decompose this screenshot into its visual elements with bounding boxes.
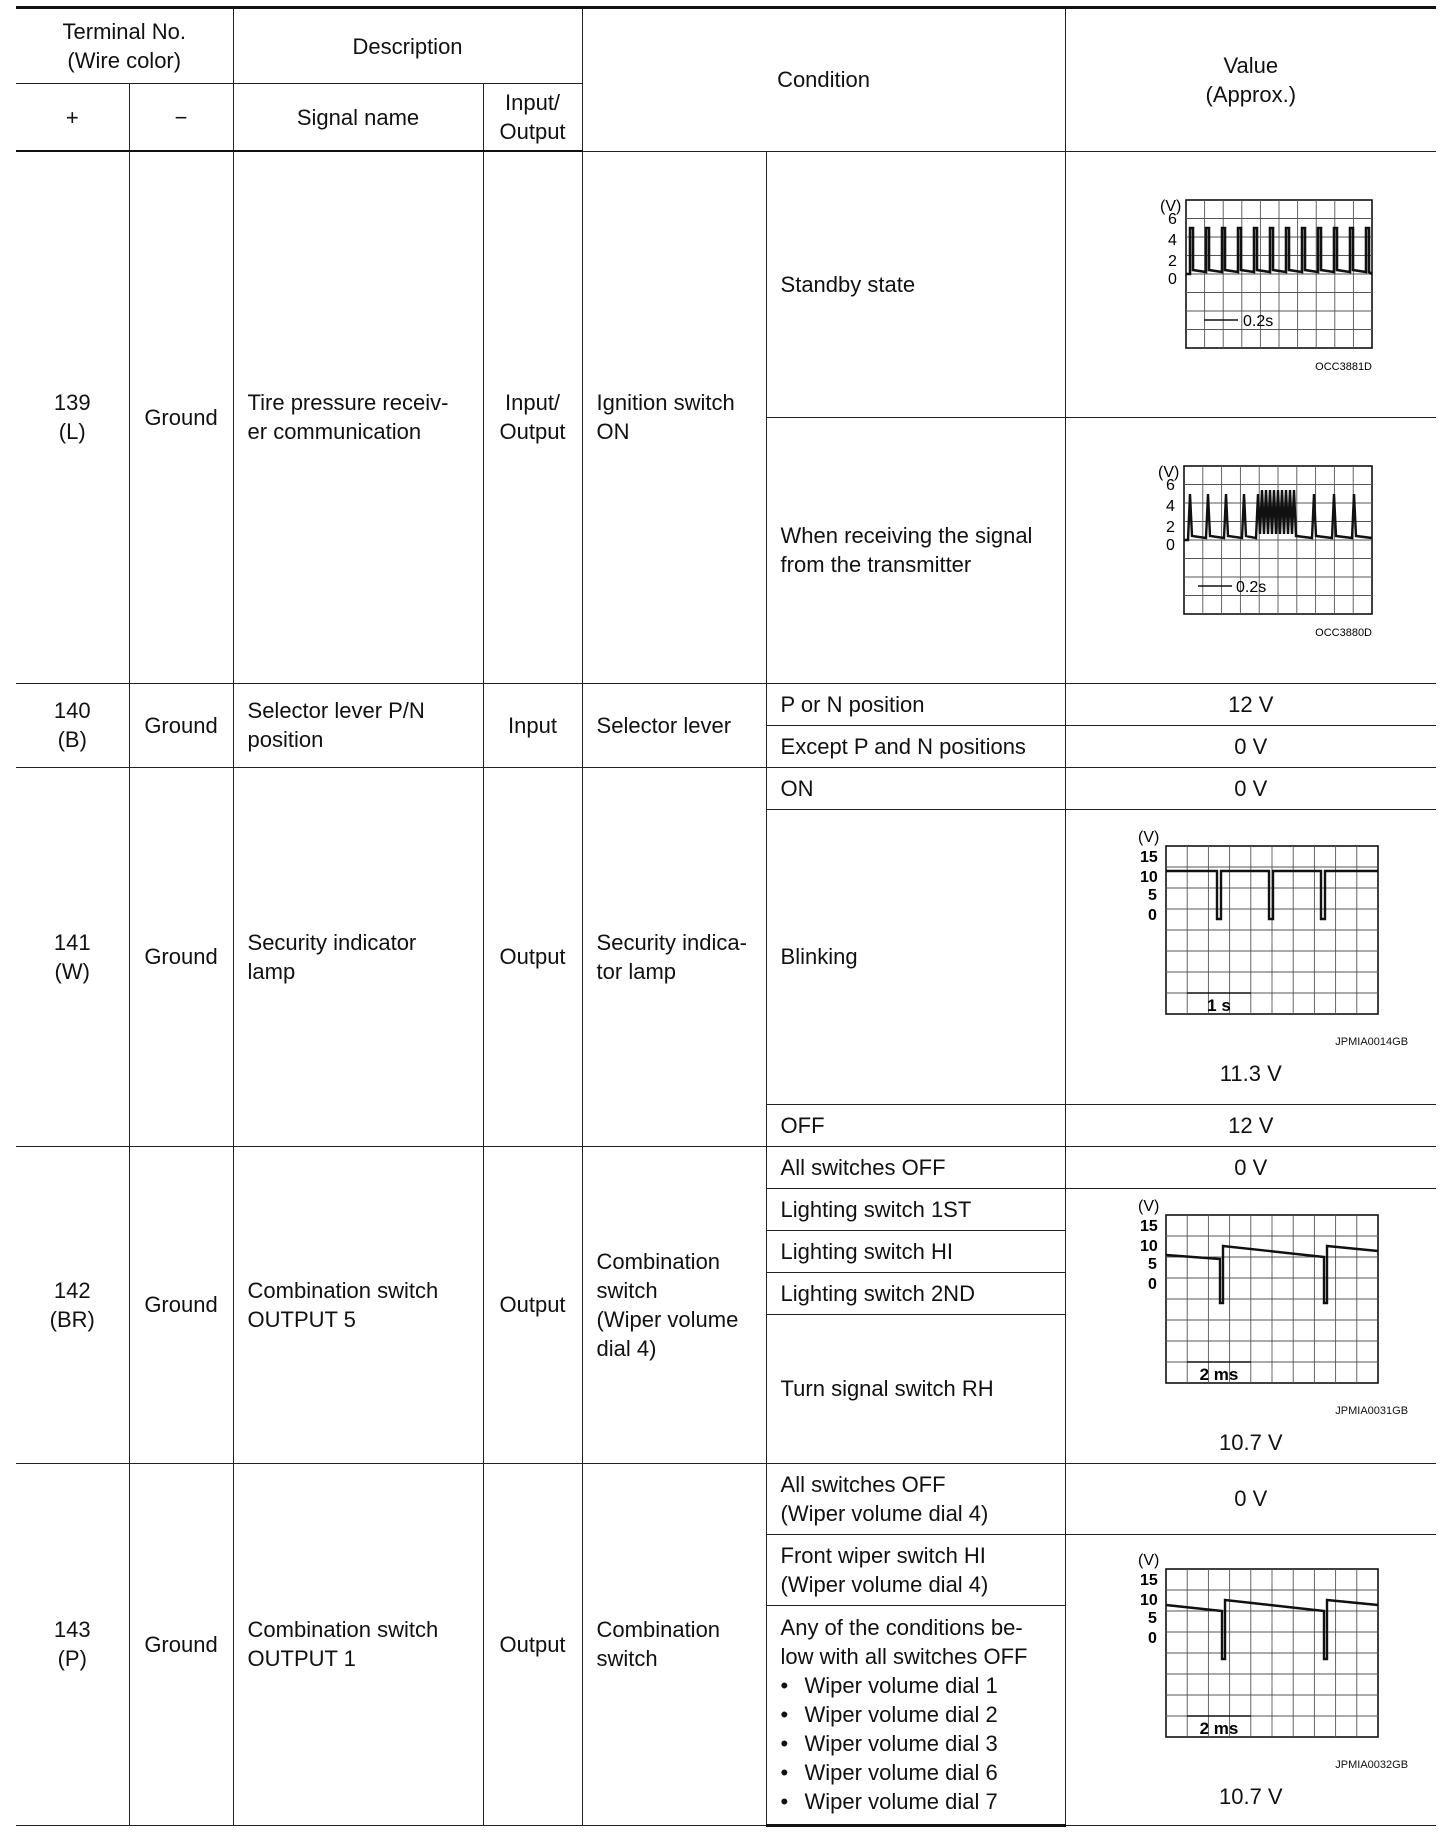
sub-condition: Standby state	[766, 151, 1065, 417]
signal-name: Combination switch OUTPUT 5	[233, 1146, 483, 1463]
waveform-tick: 15	[1139, 1571, 1158, 1589]
header-signal-name: Signal name	[233, 84, 483, 152]
waveform-tick: 0	[1147, 906, 1157, 924]
figure-code: OCC3880D	[1314, 627, 1372, 639]
sub-condition: OFF	[766, 1104, 1065, 1146]
condition: Combination switch	[582, 1463, 766, 1825]
waveform-tick: 2	[1165, 519, 1175, 536]
waveform-output5	[1106, 1195, 1396, 1395]
value: 10.7 V	[1218, 1783, 1283, 1809]
waveform-tick: 10	[1139, 1591, 1158, 1609]
sub-condition: Turn signal switch RH	[766, 1314, 1065, 1463]
table-row	[16, 1146, 1436, 1188]
value: 11.3 V	[1219, 1060, 1282, 1086]
value: 0 V	[1065, 767, 1436, 809]
table-row	[16, 1463, 1436, 1534]
ground-terminal: Ground	[129, 767, 233, 1146]
sub-condition: Lighting switch HI	[766, 1230, 1065, 1272]
waveform-tick: 0	[1147, 1629, 1157, 1647]
sub-condition-list	[766, 1605, 1065, 1825]
table-row	[16, 767, 1436, 809]
waveform-trace	[1166, 871, 1378, 919]
waveform-cell	[1065, 1534, 1436, 1825]
terminal-spec-table	[16, 6, 1436, 1827]
waveform-tick: 0	[1147, 1275, 1157, 1293]
ground-terminal: Ground	[129, 151, 233, 683]
terminal-number: 139 (L)	[16, 151, 129, 683]
time-scale-label: 0.2s	[1242, 313, 1274, 330]
value: 0 V	[1065, 1463, 1436, 1534]
io-type: Input/ Output	[483, 151, 582, 683]
waveform-cell	[1065, 809, 1436, 1104]
sub-condition: Blinking	[766, 809, 1065, 1104]
waveform-unit: (V)	[1137, 828, 1160, 846]
waveform-tick: 4	[1167, 232, 1177, 249]
header-description: Description	[233, 8, 582, 84]
condition: Ignition switch ON	[582, 151, 766, 683]
header-io: Input/ Output	[483, 84, 582, 152]
table-row	[16, 151, 1436, 417]
ground-terminal: Ground	[129, 1146, 233, 1463]
waveform-tick: 15	[1139, 1217, 1158, 1235]
io-type: Output	[483, 1146, 582, 1463]
waveform-tick: 6	[1165, 477, 1175, 494]
sub-condition: Any of the conditions be- low with all switches OFF	[780, 1615, 1028, 1669]
condition: Selector lever	[582, 683, 766, 767]
waveform-unit: (V)	[1157, 464, 1180, 481]
io-type: Input	[483, 683, 582, 767]
header-minus: −	[129, 84, 233, 152]
waveform-unit: (V)	[1137, 1197, 1160, 1215]
list-item: • Wiper volume dial 7	[781, 1787, 1051, 1816]
terminal-number: 141 (W)	[16, 767, 129, 1146]
table-row	[16, 683, 1436, 725]
sub-condition: Except P and N positions	[766, 725, 1065, 767]
time-scale-label: 1 s	[1206, 995, 1231, 1015]
ground-terminal: Ground	[129, 683, 233, 767]
figure-code: JPMIA0031GB	[1335, 1404, 1409, 1417]
waveform-cell	[1065, 151, 1436, 417]
waveform-unit: (V)	[1159, 198, 1182, 215]
sub-condition: All switches OFF	[766, 1146, 1065, 1188]
terminal-number: 142 (BR)	[16, 1146, 129, 1463]
header-terminal: Terminal No. (Wire color)	[16, 8, 233, 84]
sub-condition: When receiving the signal from the transmitter	[766, 417, 1065, 683]
header-plus: +	[16, 84, 129, 152]
waveform-blinking	[1106, 826, 1396, 1026]
list-item: • Wiper volume dial 2	[781, 1700, 1051, 1729]
waveform-tick: 2	[1167, 253, 1177, 270]
waveform-tick: 4	[1165, 498, 1175, 515]
waveform-standby	[1126, 194, 1376, 374]
waveform-output1	[1106, 1549, 1396, 1749]
list-item: • Wiper volume dial 1	[781, 1671, 1051, 1700]
io-type: Output	[483, 1463, 582, 1825]
signal-name: Combination switch OUTPUT 1	[233, 1463, 483, 1825]
header-row-1	[16, 8, 1436, 84]
time-scale-label: 2 ms	[1199, 1364, 1239, 1384]
condition: Combination switch (Wiper volume dial 4)	[582, 1146, 766, 1463]
waveform-cell	[1065, 1188, 1436, 1463]
waveform-unit: (V)	[1137, 1551, 1160, 1569]
signal-name: Security indicator lamp	[233, 767, 483, 1146]
list-item: • Wiper volume dial 6	[781, 1758, 1051, 1787]
time-scale-label: 2 ms	[1199, 1718, 1239, 1738]
header-condition: Condition	[582, 8, 1065, 152]
waveform-tick: 10	[1139, 868, 1158, 886]
sub-condition: All switches OFF (Wiper volume dial 4)	[766, 1463, 1065, 1534]
waveform-tick: 0	[1165, 537, 1175, 554]
list-item: • Wiper volume dial 3	[781, 1729, 1051, 1758]
waveform-tick: 5	[1147, 886, 1157, 904]
waveform-tick: 0	[1167, 271, 1177, 288]
waveform-tick: 5	[1147, 1609, 1157, 1627]
waveform-tick: 10	[1139, 1237, 1158, 1255]
waveform-tick: 15	[1139, 848, 1158, 866]
waveform-cell	[1065, 417, 1436, 683]
io-type: Output	[483, 767, 582, 1146]
waveform-tick: 5	[1147, 1255, 1157, 1273]
value: 0 V	[1065, 725, 1436, 767]
time-scale-label: 0.2s	[1235, 579, 1267, 596]
waveform-receiving	[1126, 460, 1376, 640]
condition: Security indica- tor lamp	[582, 767, 766, 1146]
figure-code: OCC3881D	[1314, 361, 1372, 373]
terminal-number: 140 (B)	[16, 683, 129, 767]
figure-code: JPMIA0014GB	[1335, 1035, 1409, 1048]
sub-condition: Lighting switch 1ST	[766, 1188, 1065, 1230]
signal-name: Selector lever P/N position	[233, 683, 483, 767]
value: 12 V	[1065, 1104, 1436, 1146]
wiper-dial-list	[781, 1671, 1051, 1816]
ground-terminal: Ground	[129, 1463, 233, 1825]
header-value: Value (Approx.)	[1065, 8, 1436, 152]
figure-code: JPMIA0032GB	[1335, 1758, 1409, 1771]
value: 10.7 V	[1218, 1429, 1283, 1455]
value: 12 V	[1065, 683, 1436, 725]
terminal-number: 143 (P)	[16, 1463, 129, 1825]
waveform-tick: 6	[1167, 211, 1177, 228]
signal-name: Tire pressure receiv- er communication	[233, 151, 483, 683]
sub-condition: Front wiper switch HI (Wiper volume dial 4)	[766, 1534, 1065, 1605]
value: 0 V	[1065, 1146, 1436, 1188]
sub-condition: P or N position	[766, 683, 1065, 725]
sub-condition: ON	[766, 767, 1065, 809]
sub-condition: Lighting switch 2ND	[766, 1272, 1065, 1314]
